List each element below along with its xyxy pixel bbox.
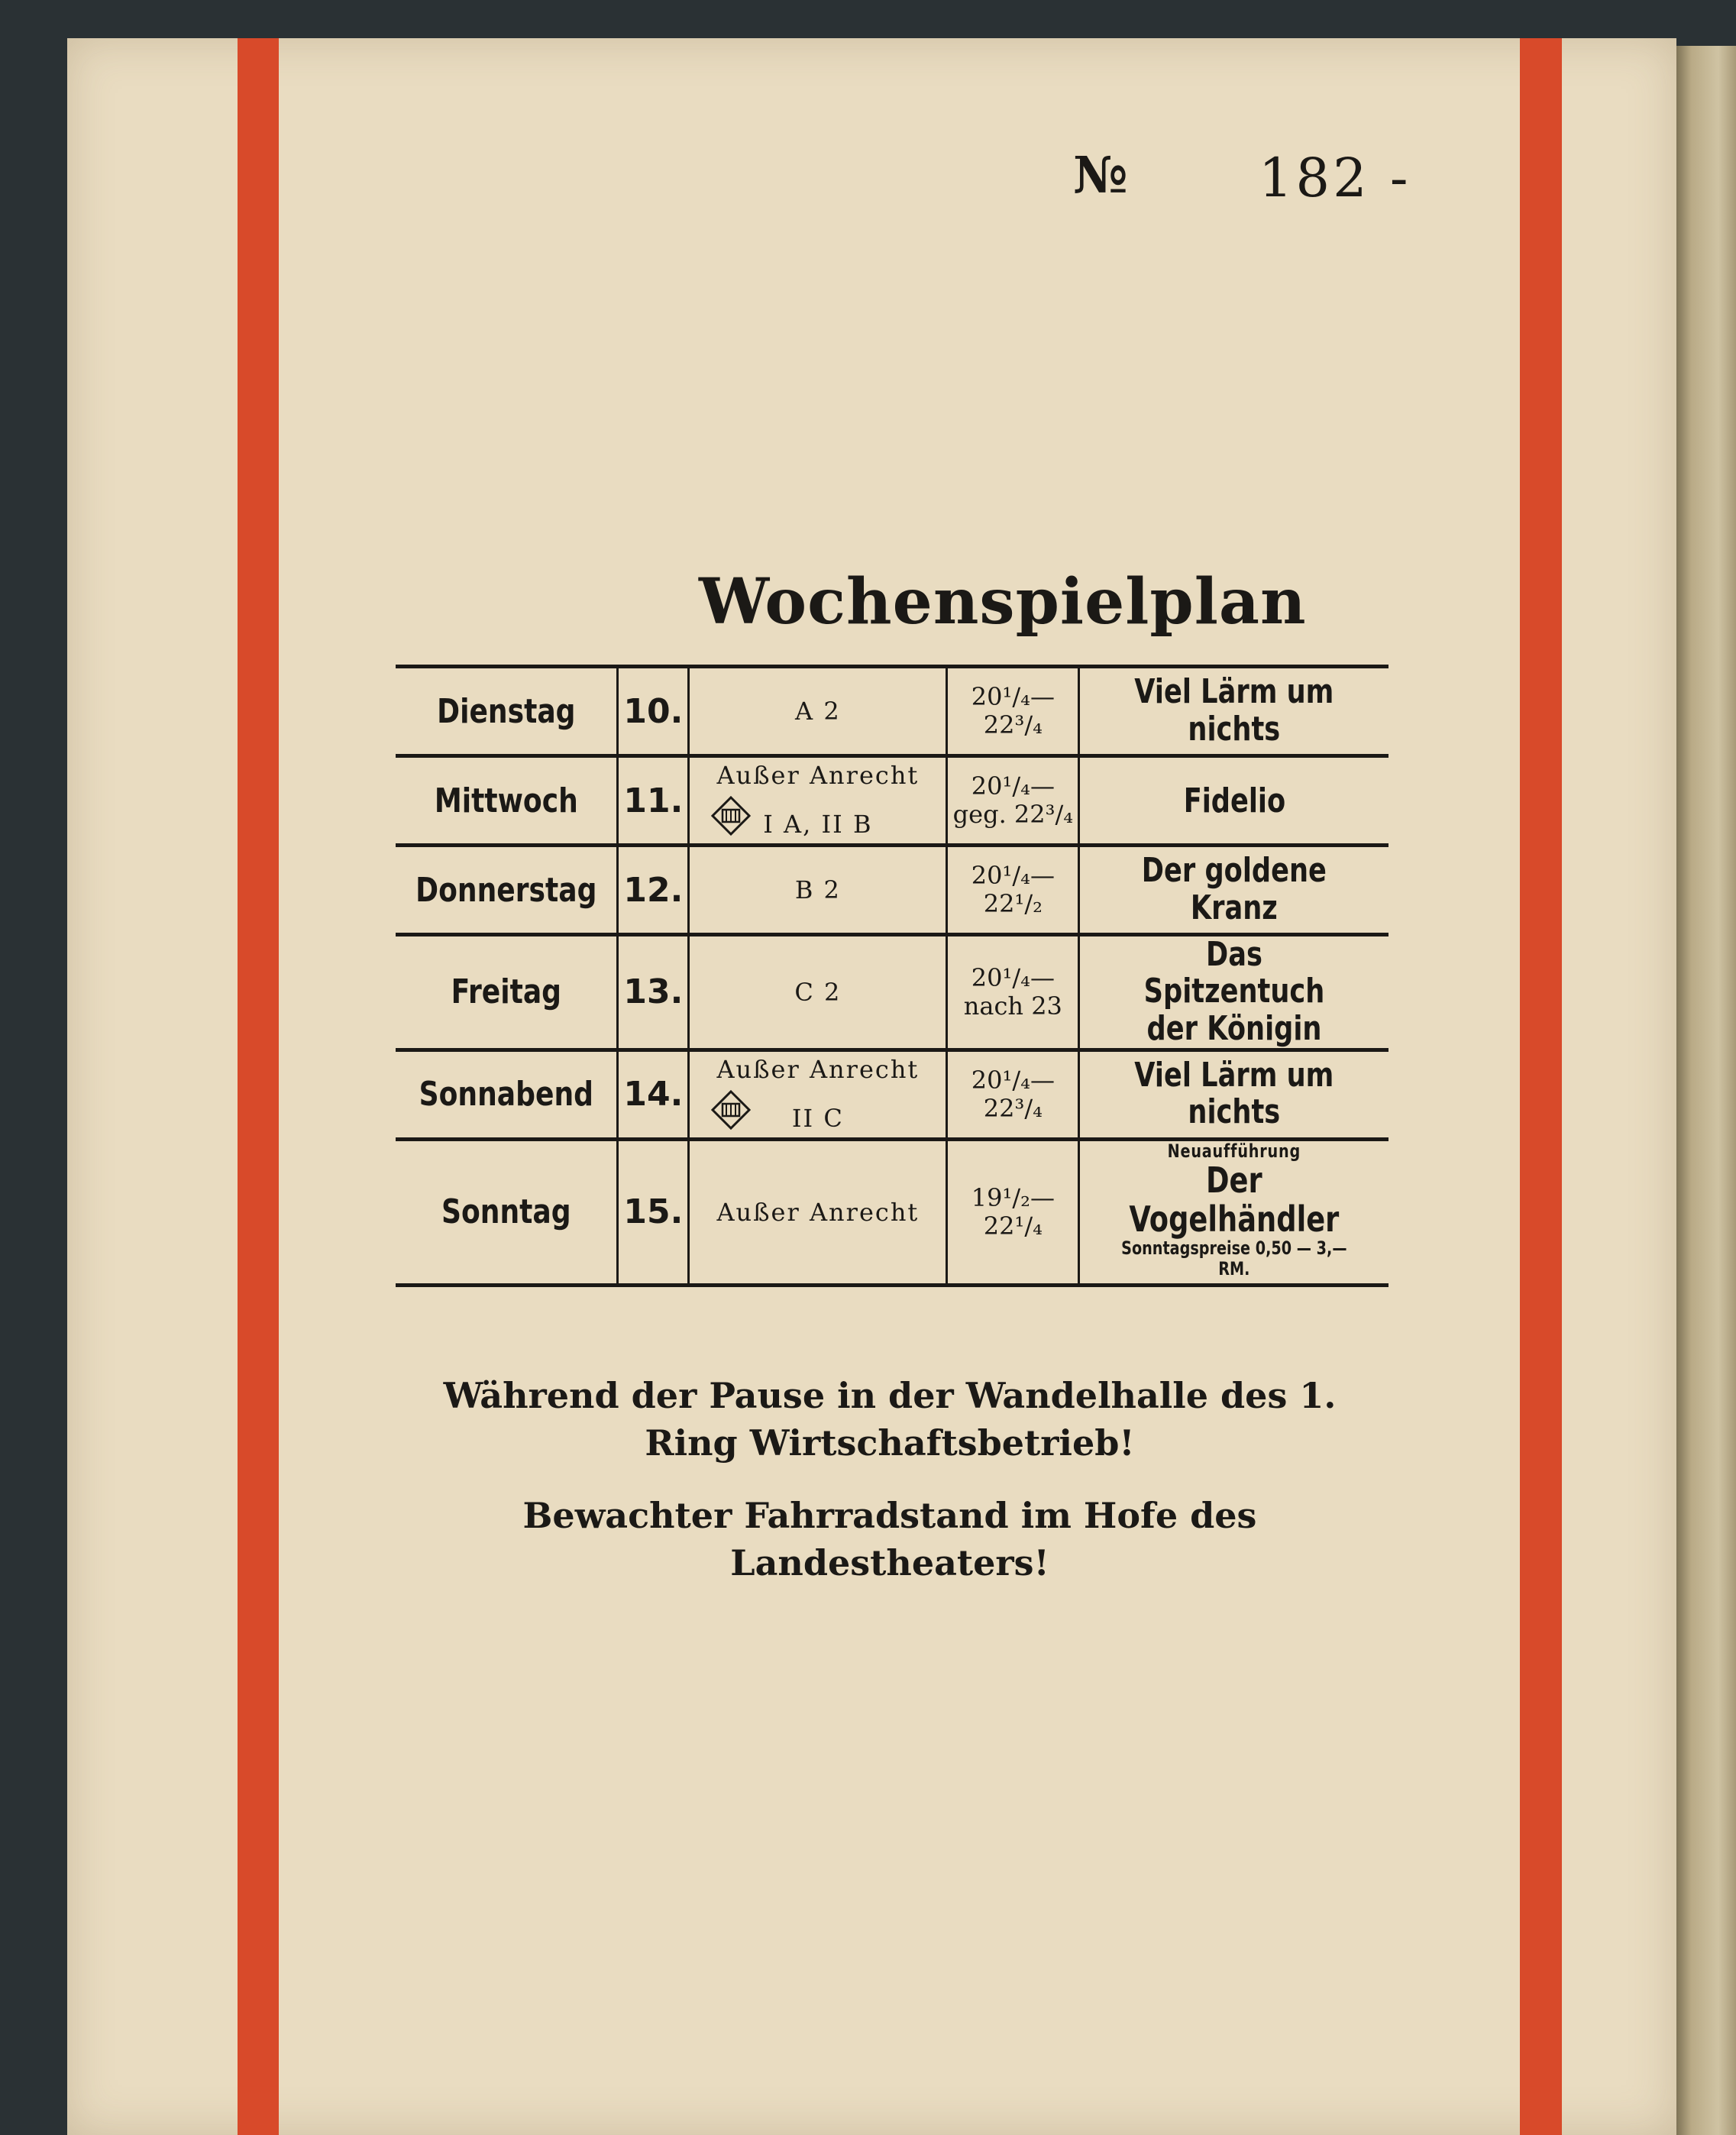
play-cell: Viel Lärm um nichts	[1079, 667, 1388, 756]
play-cell: Viel Lärm um nichts	[1079, 1050, 1388, 1139]
time-cell: 20¹/₄— nach 23	[947, 935, 1079, 1050]
intermission-notice: Während der Pause in der Wandelhalle des 1. Ring Wirtschaftsbetrieb!	[443, 1375, 1337, 1464]
bicycle-notice: Bewachter Fahrradstand im Hofe des Landestheaters!	[522, 1495, 1257, 1583]
subscription-cell: Außer Anrecht II C	[689, 1050, 947, 1139]
time-cell: 20¹/₄— 22³/₄	[947, 1050, 1079, 1139]
table-row	[396, 846, 1388, 935]
subscription-cell: C 2	[689, 935, 947, 1050]
time-cell: 20¹/₄— 22¹/₂	[947, 846, 1079, 935]
play-cell	[1079, 1139, 1388, 1285]
time-cell: 20¹/₄— 22³/₄	[947, 667, 1079, 756]
table-row	[396, 756, 1388, 846]
time-cell: 19¹/₂— 22¹/₄	[947, 1139, 1079, 1285]
premiere-note: Neuaufführung	[1167, 1140, 1301, 1162]
number-value: 182 -	[1259, 147, 1411, 209]
play-cell: Das Spitzentuch der Königin	[1079, 935, 1388, 1050]
day-cell: Dienstag	[415, 667, 598, 756]
page-title: Wochenspielplan	[699, 565, 1307, 639]
schedule-table	[396, 665, 1388, 1287]
subscription-cell: B 2	[689, 846, 947, 935]
play-cell: Fidelio	[1079, 756, 1388, 846]
red-stripe-left	[238, 38, 279, 2135]
play-cell: Der goldene Kranz	[1079, 846, 1388, 935]
table-row	[396, 667, 1388, 756]
subscription-cell: Außer Anrecht	[689, 1139, 947, 1285]
day-cell: Sonntag	[441, 1192, 571, 1232]
day-cell: Donnerstag	[415, 846, 598, 935]
price-note: Sonntagspreise 0,50 — 3,— RM.	[1121, 1237, 1347, 1279]
table-row	[396, 1050, 1388, 1139]
date-cell: 15.	[618, 1139, 689, 1285]
date-cell: 10.	[618, 667, 689, 756]
time-cell: 20¹/₄— geg. 22³/₄	[947, 756, 1079, 846]
subscription-cell: Außer Anrecht I A, II B	[689, 756, 947, 846]
table-row	[396, 1139, 1388, 1285]
date-cell: 13.	[618, 935, 689, 1050]
play-title: Der Vogelhändler	[1129, 1160, 1340, 1240]
table-row	[396, 935, 1388, 1050]
number-label: №	[1073, 145, 1130, 205]
red-stripe-right	[1520, 38, 1562, 2135]
subscription-cell: A 2	[689, 667, 947, 756]
page-edge	[1676, 46, 1736, 2135]
date-cell: 11.	[618, 756, 689, 846]
date-cell: 14.	[618, 1050, 689, 1139]
date-cell: 12.	[618, 846, 689, 935]
day-cell: Freitag	[415, 935, 598, 1050]
day-cell: Sonnabend	[415, 1050, 598, 1139]
day-cell: Mittwoch	[415, 756, 598, 846]
